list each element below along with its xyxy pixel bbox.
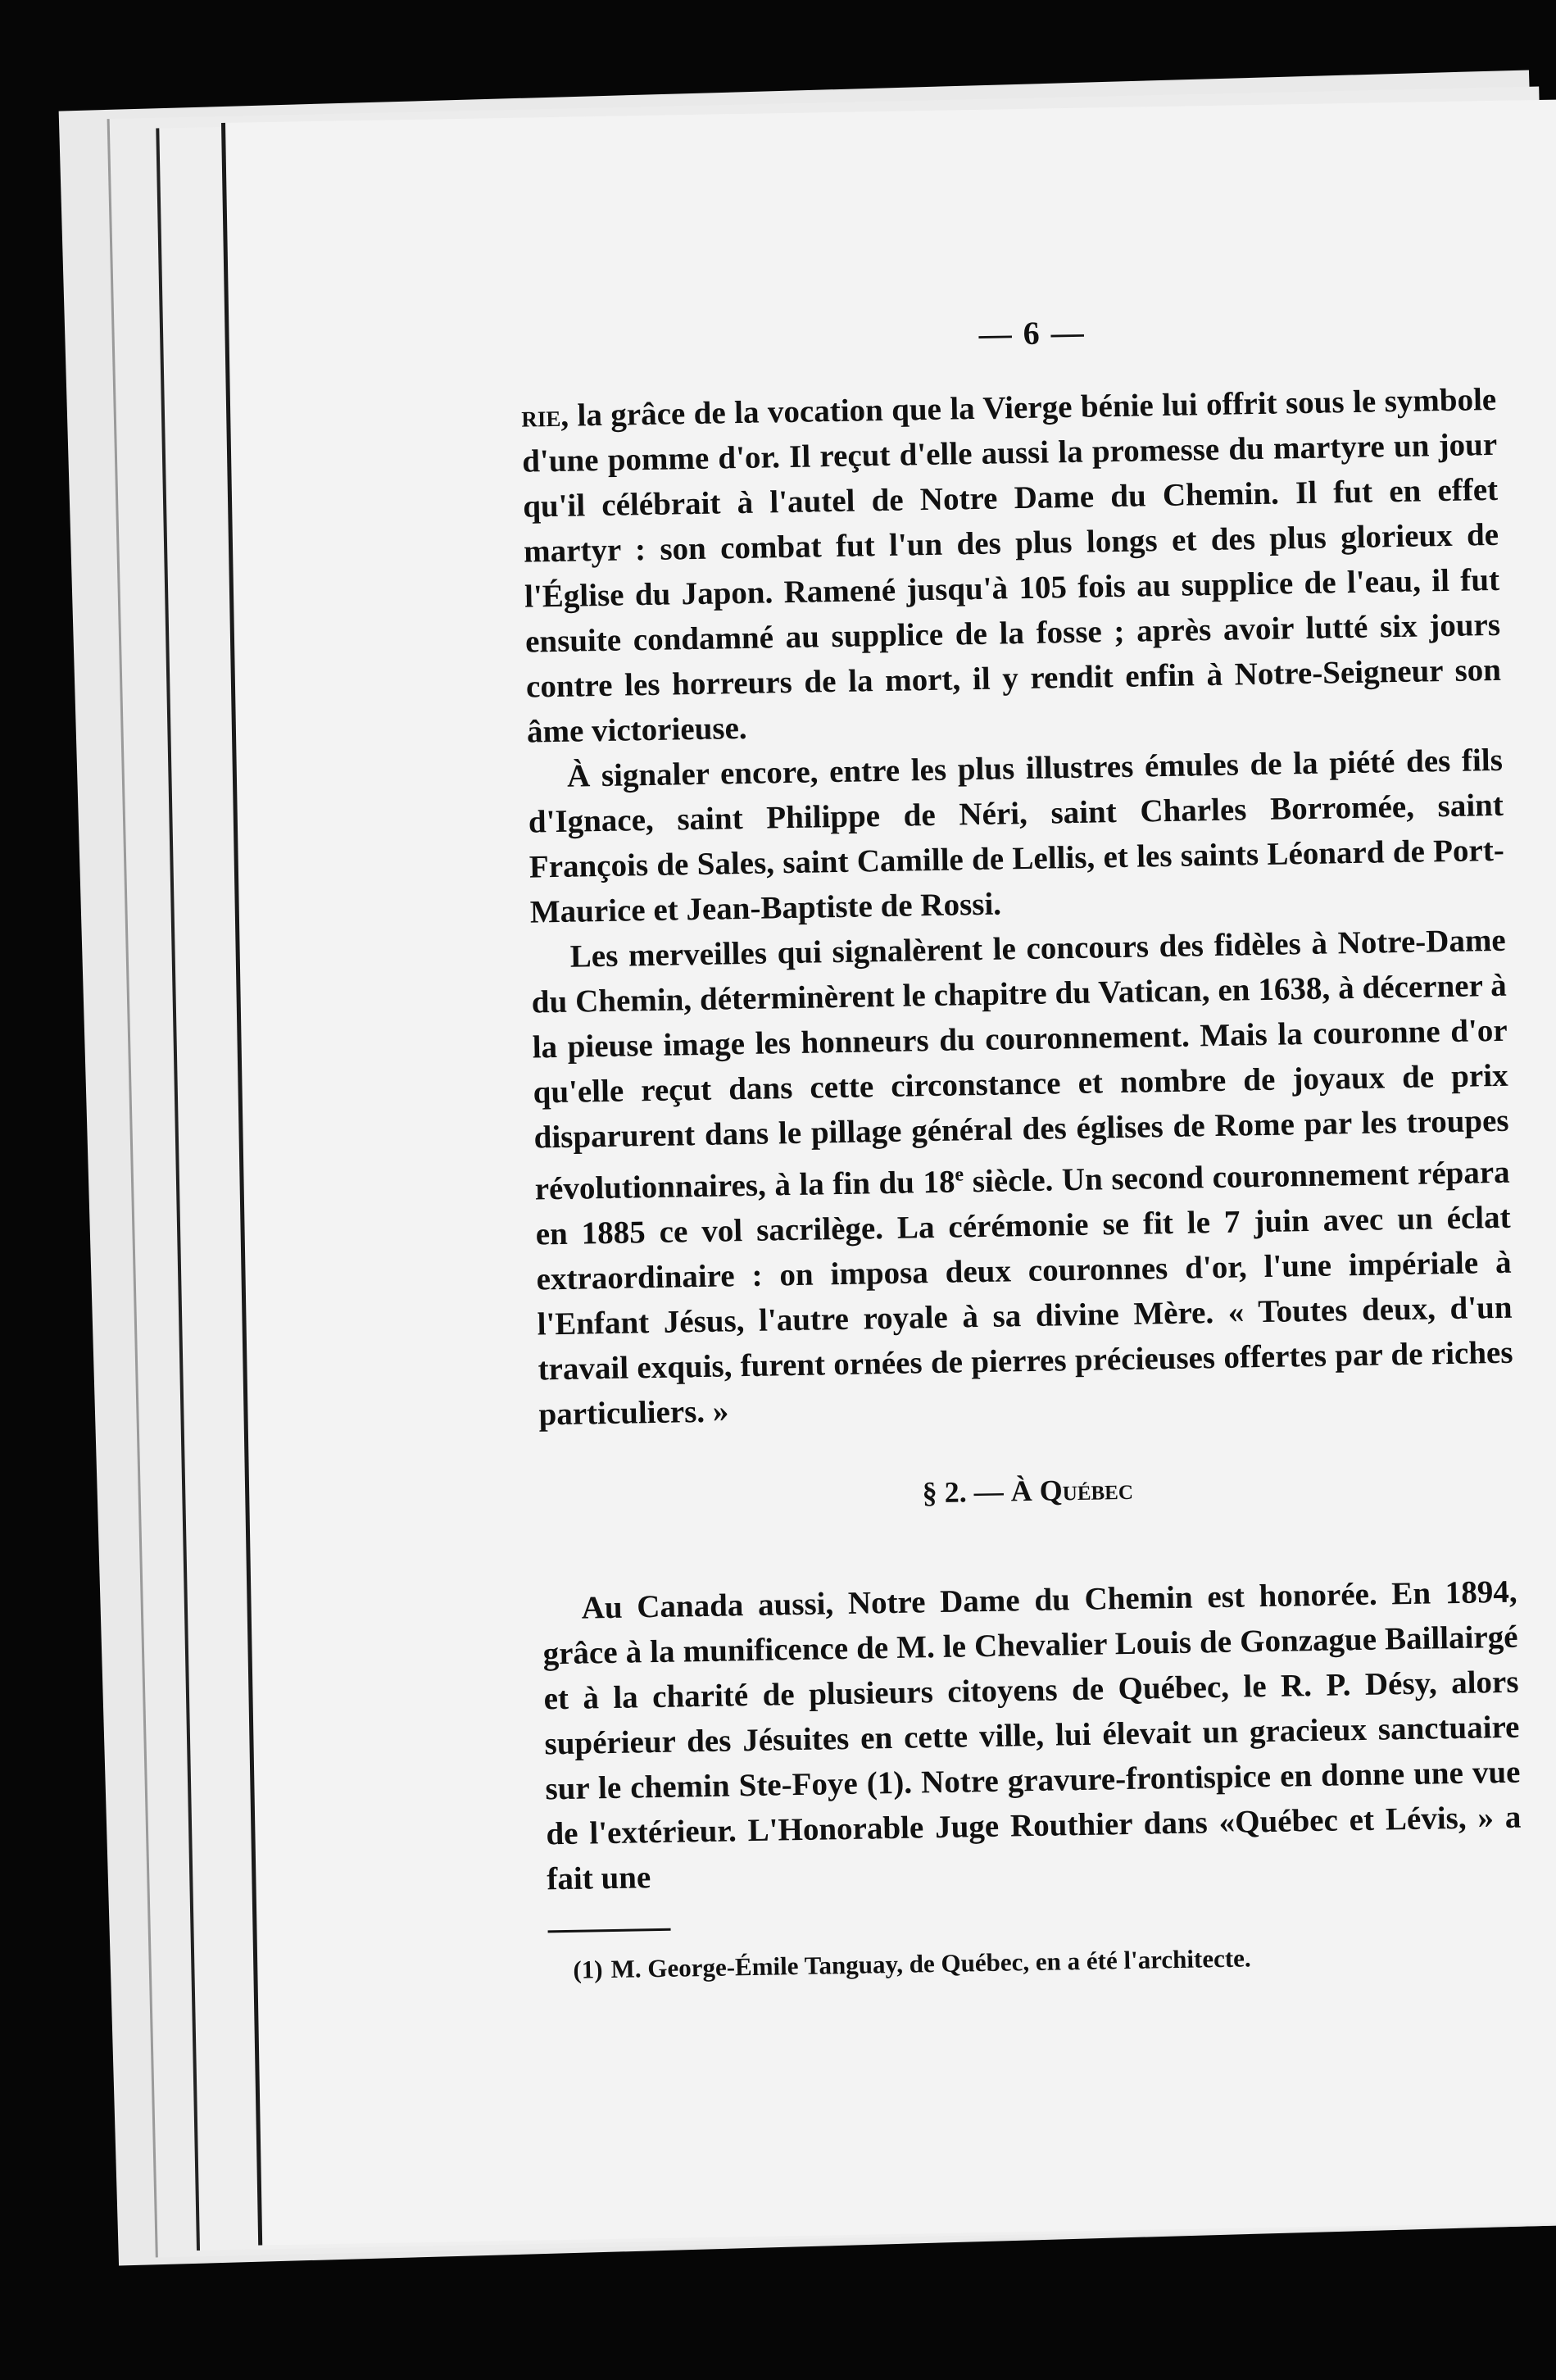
paragraph-text: siècle. Un second couronnement répara en 1885 ce vol sacrilège. La cérémonie se fit le 7 juin avec un éclat extraordinaire : on imposa deux couronnes d'or, l'une impériale à l'Enfant Jésus, l'autre royale à sa divine Mère. « Toutes deux, d'un travail exquis, furent ornées de pierres précieuses offertes par de riches particuliers. » bbox=[535, 1154, 1513, 1433]
section-number: § 2. — bbox=[922, 1474, 1012, 1510]
page-text-block bbox=[519, 306, 1523, 1987]
footnote bbox=[548, 1937, 1524, 1988]
paragraph bbox=[530, 918, 1514, 1438]
section-title: À Québec bbox=[1010, 1472, 1134, 1508]
section-heading bbox=[540, 1465, 1516, 1517]
paragraph-lead: rie, bbox=[520, 397, 569, 434]
paragraph: À signaler encore, entre les plus illustres émules de la piété des fils d'Ignace, saint Philippe de Néri, saint Charles Borromée, saint François de Sales, saint Camille de Lellis, et les saints Léonard de Port-Maurice et Jean-Baptiste de Rossi. bbox=[528, 742, 1505, 930]
footnote-text: M. George-Émile Tanguay, de Québec, en a été l'architecte. bbox=[610, 1943, 1251, 1984]
footnote-divider bbox=[548, 1928, 671, 1933]
page-number: — 6 — bbox=[978, 313, 1086, 352]
paragraph-text: Les merveilles qui signalèrent le concours des fidèles à Notre-Dame du Chemin, déterminèrent le chapitre du Vatican, en 1638, à décerner à la pieuse image les honneurs du couronnement. Mais la couronne d'or qu'elle reçut dans cette circonstance et nombre de joyaux de prix disparurent dans le pillage général des églises de Rome par les troupes révolutionnaires, à la fin du 18 bbox=[531, 922, 1509, 1207]
footnote-mark: (1) bbox=[573, 1955, 603, 1984]
paragraph-text: la grâce de la vocation que la Vierge bénie lui offrit sous le symbole d'une pomme d'or. Il reçut d'elle aussi la promesse du martyre un jour qu'il célébrait à l'autel de Notre Dame du Chemin. Il fut en effet martyr : son combat fut l'un des plus longs et des plus glorieux de l'Église du Japon. Ramené jusqu'à 105 fois au supplice de l'eau, il fut ensuite condamné au supplice de la fosse ; après avoir lutté six jours contre les horreurs de la mort, il y rendit enfin à Notre-Seigneur son âme victorieuse. bbox=[521, 381, 1502, 750]
paragraph bbox=[521, 377, 1502, 755]
superscript: e bbox=[955, 1164, 964, 1186]
scanned-page bbox=[221, 99, 1556, 2245]
paragraph: Au Canada aussi, Notre Dame du Chemin est honorée. En 1894, grâce à la munificence de M. le Chevalier Louis de Gonzague Baillairgé et à la charité de plusieurs citoyens de Québec, le R. P. Désy, alors supérieur des Jésuites en cette ville, lui élevait un gracieux sanctuaire sur le chemin Ste-Foye (1). Notre gravure-frontispice en donne une vue de l'extérieur. L'Honorable Juge Routhier dans «Québec et Lévis, » a fait une bbox=[542, 1574, 1522, 1897]
